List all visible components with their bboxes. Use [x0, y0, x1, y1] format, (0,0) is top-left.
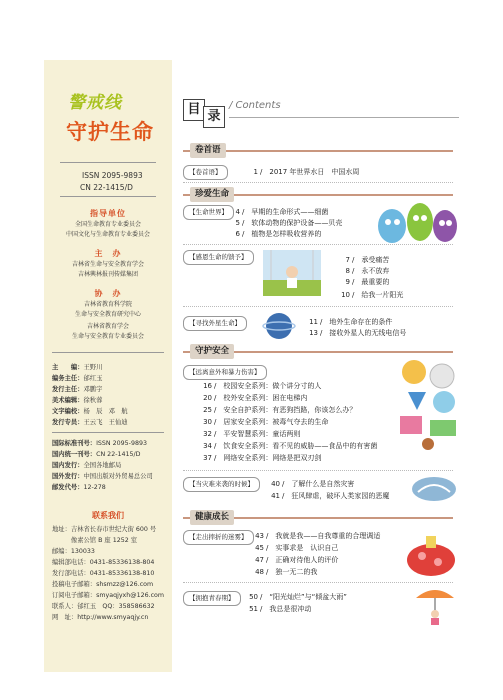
sponsor-line: 生命与安全教育研究中心	[74, 311, 141, 318]
contact-line: 发行部电话：0431-85336138-810	[52, 570, 155, 577]
toc-entry[interactable]: 11 / 地外生命存在的条件	[309, 318, 393, 326]
bacteria-illustration	[372, 196, 462, 246]
section-band: 卷首语	[190, 143, 226, 158]
sponsor-line: 中国文化与生命教育专业委员会	[65, 231, 150, 238]
contact-line: 联系人：邰红玉 QQ：358586632	[52, 603, 155, 610]
toc-entry[interactable]: 20 / 校外安全系列：困在电梯内	[203, 394, 308, 402]
sub-section-label: 【远离意外和暴力伤害】	[183, 365, 267, 380]
toc-contents-label: / Contents	[229, 100, 281, 111]
sub-section-label: 【生命世界】	[183, 205, 234, 220]
toc-entry[interactable]: 50 / “阳光灿烂”与“倾盆大雨”	[249, 593, 347, 601]
dotted-divider	[183, 182, 453, 183]
toc-entry[interactable]: 16 / 校园安全系列：做个讲分寸的人	[203, 382, 322, 390]
section-band: 守护安全	[190, 344, 234, 359]
toc-entry[interactable]: 48 / 独一无二的我	[255, 568, 318, 576]
divider	[60, 196, 156, 197]
toc-entry[interactable]: 9 / 最重要的	[345, 278, 390, 286]
cn-text: CN 22-1415/D	[80, 183, 133, 192]
divider	[229, 117, 459, 118]
planet-illustration	[262, 311, 296, 341]
contact-line: 投稿电子邮箱：shsmzz@126.com	[52, 581, 154, 588]
toc-entry[interactable]: 7 / 承受痛苦	[345, 256, 390, 264]
sponsor-line: 吉林省生命与安全教育学会	[71, 261, 144, 268]
child-field-illustration	[263, 250, 321, 296]
contact-line: 邮编：130033	[52, 548, 95, 555]
sponsor-heading: 协 办	[94, 289, 122, 298]
contact-line: 网 址：http://www.smyaqjy.cn	[52, 614, 149, 621]
section-band: 健康成长	[190, 510, 234, 525]
toc-title-mu: 目	[183, 99, 205, 121]
sponsor-line: 全国生命教育专业委员会	[74, 221, 141, 228]
toc-title-lu: 录	[203, 106, 225, 128]
toc-entry[interactable]: 51 / 我总是很冲动	[249, 605, 312, 613]
staff-row: 发行主任：邓鹏宇	[52, 386, 103, 393]
staff-row: 文字编校：杨 辰 邓 航	[52, 408, 128, 415]
toc-entry[interactable]: 25 / 安全自护系列：有恶狗挡路，你该怎么办？	[203, 406, 357, 414]
toc-entry[interactable]: 41 / 狂风肆虐，破坏人类家园的恶魔	[271, 492, 390, 500]
sub-section-label: 【卷首语】	[183, 165, 228, 180]
toc-entry[interactable]: 32 / 平安智慧系列：童话两则	[203, 430, 301, 438]
contact-line: 像素公馆 B 座 1252 室	[52, 537, 138, 544]
staff-row: 主 编：王野川	[52, 364, 103, 371]
number-row: 国内发行：全国各地邮局	[52, 462, 122, 469]
sub-section-label: 【当灾难来袭的时候】	[183, 477, 260, 492]
sponsor-heading: 主 办	[94, 249, 122, 258]
staff-row: 发行专员：王云飞 王仙迪	[52, 419, 128, 426]
contact-heading: 联系我们	[92, 511, 124, 520]
dotted-divider	[183, 470, 453, 471]
issn-text: ISSN 2095-9893	[82, 171, 143, 180]
staff-row: 编务主任：邰红玉	[52, 375, 103, 382]
number-row: 国际标准刊号：ISSN 2095-9893	[52, 440, 147, 447]
toc-entry[interactable]: 30 / 居家安全系列：被毒气夺去的生命	[203, 418, 329, 426]
dotted-divider	[183, 582, 453, 583]
sub-section-label: 【拥抱青春期】	[183, 591, 241, 606]
safety-collage-illustration	[392, 356, 464, 452]
sub-section-label: 【感恩生命的馈予】	[183, 250, 254, 265]
section-band: 珍爱生命	[190, 187, 234, 202]
toc-entry[interactable]: 8 / 永不放弃	[345, 267, 390, 275]
contact-line: 订阅电子邮箱：smyaqjyxh@126.com	[52, 592, 165, 599]
sponsor-line: 吉林興林报刊传媒集团	[77, 271, 138, 278]
toc-entry[interactable]: 43 / 我就是我——自我尊重的合理调适	[255, 532, 381, 540]
contact-line: 地址：吉林省长春市世纪大街 600 号	[52, 526, 157, 533]
sponsor-line: 生命与安全教育专业委员会	[71, 333, 144, 340]
divider	[52, 432, 164, 433]
toc-entry[interactable]: 37 / 网络安全系列：网络是把双刃剑	[203, 454, 322, 462]
gift-illustration	[404, 534, 458, 578]
contact-line: 编辑部电话：0431-85336138-804	[52, 559, 155, 566]
toc-entry[interactable]: 4 / 早期的生命形式——细菌	[235, 208, 329, 216]
sponsor-heading: 指导单位	[90, 209, 126, 218]
toc-entry[interactable]: 47 / 正确对待他人的评价	[255, 556, 339, 564]
sub-section-label: 【寻找外星生命】	[183, 316, 247, 331]
sponsor-line: 吉林省教育学会	[86, 323, 129, 330]
girl-umbrella-illustration	[412, 584, 458, 626]
toc-entry[interactable]: 45 / 实事求是 认识自己	[255, 544, 339, 552]
disaster-illustration	[410, 474, 458, 504]
toc-entry[interactable]: 1 / 2017 年世界水日 中国水周	[253, 168, 360, 176]
toc-entry[interactable]: 13 / 接收外星人的无线电信号	[309, 329, 407, 337]
dotted-divider	[183, 244, 453, 245]
number-row: 国内统一刊号：CN 22-1415/D	[52, 451, 141, 458]
toc-entry[interactable]: 6 / 植物是怎样吸收营养的	[235, 230, 322, 238]
sponsor-line: 吉林省教育科学院	[83, 301, 132, 308]
logo-top-text: 警戒线	[68, 93, 122, 113]
sub-section-label: 【走出摔折的迷雾】	[183, 530, 254, 545]
divider	[52, 352, 164, 353]
number-row: 邮发代号：12-278	[52, 484, 106, 491]
toc-entry[interactable]: 34 / 饮食安全系列：看不见的威胁——食品中的有害菌	[203, 442, 378, 450]
dotted-divider	[183, 306, 453, 307]
logo-main-text: 守护生命	[66, 120, 154, 144]
toc-entry[interactable]: 5 / 软体动物的保护设备——贝壳	[235, 219, 343, 227]
number-row: 国外发行：中国出版对外贸易总公司	[52, 473, 153, 480]
staff-row: 美术编辑：徐秋蓉	[52, 397, 103, 404]
divider	[60, 162, 156, 163]
toc-entry[interactable]: 40 / 了解什么是自然灾害	[271, 480, 355, 488]
toc-entry[interactable]: 10 / 给我一片阳光	[341, 291, 404, 299]
